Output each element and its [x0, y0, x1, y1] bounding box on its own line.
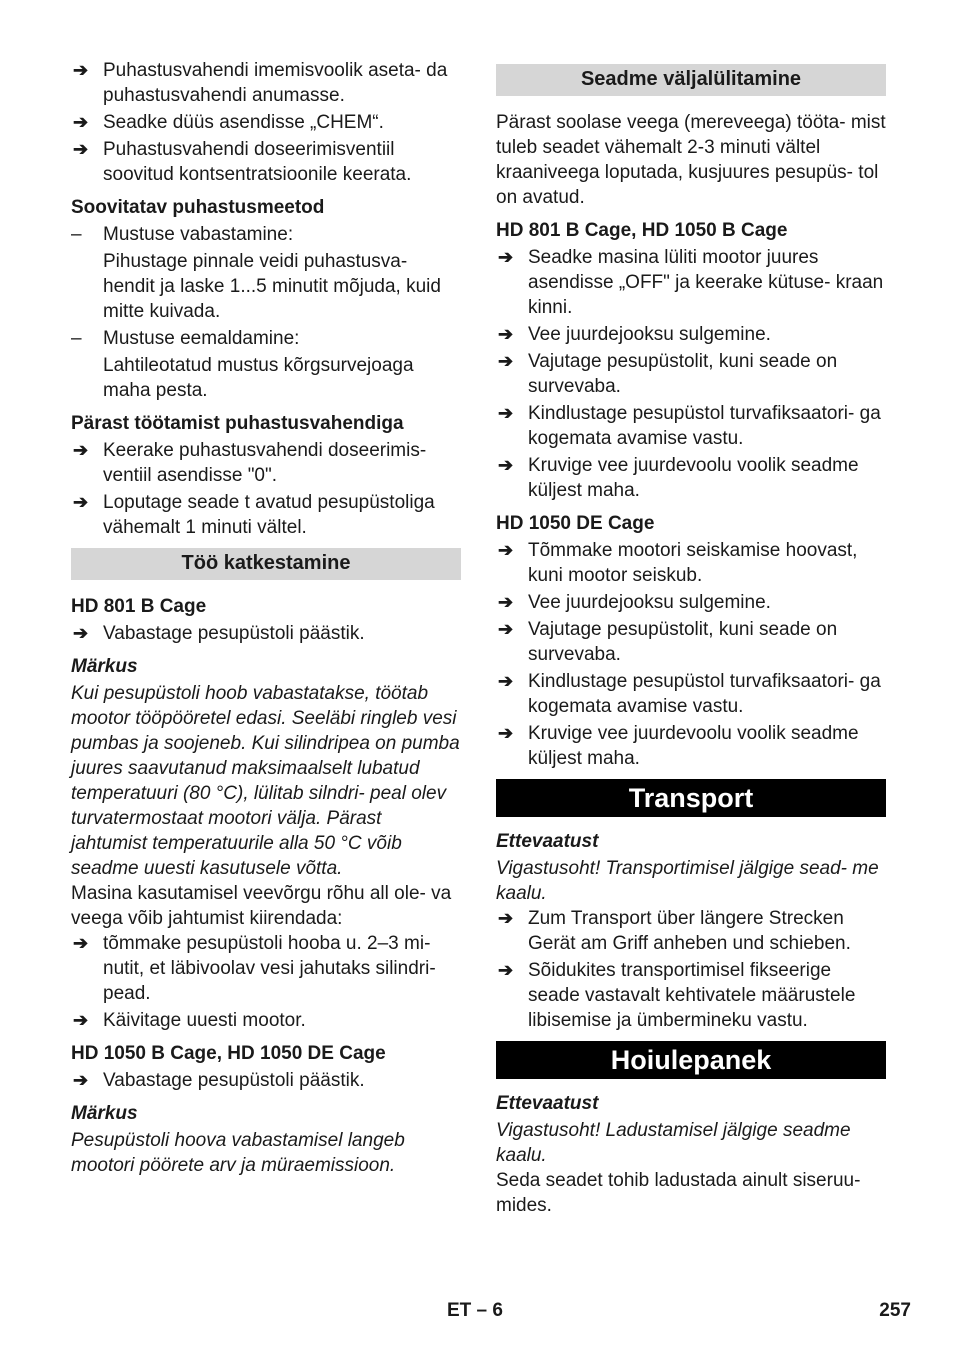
- section-heading: HD 801 B Cage, HD 1050 B Cage: [496, 220, 788, 241]
- arrow-right-icon: ➔: [73, 933, 89, 953]
- list-item: ➔ Zum Transport über längere Strecken Gerät am Griff anheben und schieben.: [498, 908, 851, 954]
- arrow-right-icon: ➔: [498, 351, 514, 371]
- list-item: ➔ Puhastusvahendi doseerimisventiil soovitud kontsentratsioonile keerata.: [73, 139, 412, 185]
- note-text: Kui pesupüstoli hoob vabastatakse, töötab mootor tööpööretel edasi. Seeläbi ringleb vesi pumbas ja soojeneb. Kui silindripea on pumba juures saavutanud maksimaalselt lubatud temperatuuri (80 °C), lülitab silndri- peal olev turvatermostaat mootori välja. Pärast jahtumist temperatuurile alla 50 °C võib seadme uuesti kasutusele võtta.: [71, 683, 460, 879]
- arrow-right-icon: ➔: [498, 592, 514, 612]
- arrow-right-icon: ➔: [73, 1010, 89, 1030]
- arrow-right-icon: ➔: [498, 324, 514, 344]
- section-heading: Soovitatav puhastusmeetod: [71, 197, 325, 218]
- note-text: Pesupüstoli hoova vabastamisel langeb mootori pöörete arv ja müraemissioon.: [71, 1130, 405, 1176]
- arrow-right-icon: ➔: [498, 247, 514, 267]
- list-item: ➔ Kindlustage pesupüstol turvafiksaatori- ga kogemata avamise vastu.: [498, 403, 881, 449]
- list-item: ➔ Vajutage pesupüstolit, kuni seade on survevaba.: [498, 351, 838, 397]
- list-item: – Mustuse vabastamine:: [71, 224, 294, 245]
- list-item: ➔ Vee juurdejooksu sulgemine.: [498, 324, 771, 345]
- caution-label: Ettevaatust: [496, 1093, 599, 1114]
- arrow-right-icon: ➔: [498, 619, 514, 639]
- arrow-right-icon: ➔: [73, 139, 89, 159]
- section-bar-shutdown: Seadme väljalülitamine: [496, 64, 886, 96]
- list-item: ➔ tõmmake pesupüstoli hooba u. 2–3 mi- nutit, et läbivoolav vesi jahutaks silindri- pead.: [73, 933, 436, 1004]
- footer-language-code: ET – 6: [447, 1300, 503, 1321]
- right-column: [496, 58, 886, 1218]
- note-label: Märkus: [71, 1103, 138, 1124]
- list-item: ➔ Käivitage uuesti mootor.: [73, 1010, 306, 1031]
- list-item: ➔ Kruvige vee juurdevoolu voolik seadme küljest maha.: [498, 455, 859, 501]
- list-item: ➔ Seadke masina lüliti mootor juures asendisse „OFF" ja keerake kütuse- kraan kinni.: [498, 247, 884, 318]
- paragraph: Masina kasutamisel veevõrgu rõhu all ole- va veega võib jahtumist kiirendada:: [71, 883, 452, 929]
- list-item: ➔ Kruvige vee juurdevoolu voolik seadme küljest maha.: [498, 723, 859, 769]
- list-item: ➔ Keerake puhastusvahendi doseerimis- ventiil asendisse "0".: [73, 440, 427, 486]
- paragraph: Lahtileotatud mustus kõrgsurvejoaga maha pesta.: [103, 355, 414, 401]
- section-heading: HD 1050 DE Cage: [496, 513, 655, 534]
- caution-text: Vigastusoht! Transportimisel jälgige sead- me kaalu.: [496, 858, 879, 904]
- arrow-right-icon: ➔: [73, 112, 89, 132]
- arrow-right-icon: ➔: [498, 671, 514, 691]
- page-number: 257: [879, 1300, 911, 1321]
- list-item: ➔ Seadke düüs asendisse „CHEM“.: [73, 112, 384, 133]
- arrow-right-icon: ➔: [498, 455, 514, 475]
- list-item: ➔ Tõmmake mootori seiskamise hoovast, kuni mootor seiskub.: [498, 540, 858, 586]
- arrow-right-icon: ➔: [73, 440, 89, 460]
- chapter-bar-storage: Hoiulepanek: [496, 1041, 886, 1079]
- paragraph: Pihustage pinnale veidi puhastusva- hendit ja laske 1...5 minutit mõjuda, kuid mitte kuivada.: [103, 251, 441, 322]
- caution-text: Vigastusoht! Ladustamisel jälgige seadme kaalu.: [496, 1120, 851, 1166]
- list-item: ➔ Puhastusvahendi imemisvoolik aseta- da puhastusvahendi anumasse.: [73, 60, 448, 106]
- list-item: ➔ Vajutage pesupüstolit, kuni seade on survevaba.: [498, 619, 838, 665]
- paragraph: Pärast soolase veega (mereveega) tööta- mist tuleb seadet vähemalt 2-3 minuti vältel kraaniveega loputada, kusjuures pesupüs- tol on avatud.: [496, 112, 886, 208]
- list-item: ➔ Vabastage pesupüstoli päästik.: [73, 623, 365, 644]
- note-label: Märkus: [71, 656, 138, 677]
- arrow-right-icon: ➔: [73, 60, 89, 80]
- section-heading: HD 1050 B Cage, HD 1050 DE Cage: [71, 1043, 386, 1064]
- list-item: ➔ Vee juurdejooksu sulgemine.: [498, 592, 771, 613]
- left-column: [71, 58, 461, 1178]
- arrow-right-icon: ➔: [498, 723, 514, 743]
- section-heading: HD 801 B Cage: [71, 596, 207, 617]
- dash-mark: –: [71, 224, 82, 245]
- section-bar-interrupt: Töö katkestamine: [71, 548, 461, 580]
- arrow-right-icon: ➔: [73, 1070, 89, 1090]
- caution-label: Ettevaatust: [496, 831, 599, 852]
- arrow-right-icon: ➔: [73, 492, 89, 512]
- list-item: ➔ Loputage seade t avatud pesupüstoliga vähemalt 1 minuti vältel.: [73, 492, 435, 538]
- arrow-right-icon: ➔: [498, 403, 514, 423]
- arrow-right-icon: ➔: [498, 960, 514, 980]
- arrow-right-icon: ➔: [73, 623, 89, 643]
- arrow-right-icon: ➔: [498, 908, 514, 928]
- list-item: – Mustuse eemaldamine:: [71, 328, 300, 349]
- chapter-bar-transport: Transport: [496, 779, 886, 817]
- paragraph: Seda seadet tohib ladustada ainult siseruu- mides.: [496, 1170, 861, 1216]
- section-heading: Pärast töötamist puhastusvahendiga: [71, 413, 404, 434]
- dash-mark: –: [71, 328, 82, 349]
- list-item: ➔ Sõidukites transportimisel fikseerige seade vastavalt kehtivatele määrustele libisemise ja ümbermineku vastu.: [498, 960, 856, 1031]
- list-item: ➔ Vabastage pesupüstoli päästik.: [73, 1070, 365, 1091]
- arrow-right-icon: ➔: [498, 540, 514, 560]
- list-item: ➔ Kindlustage pesupüstol turvafiksaatori- ga kogemata avamise vastu.: [498, 671, 881, 717]
